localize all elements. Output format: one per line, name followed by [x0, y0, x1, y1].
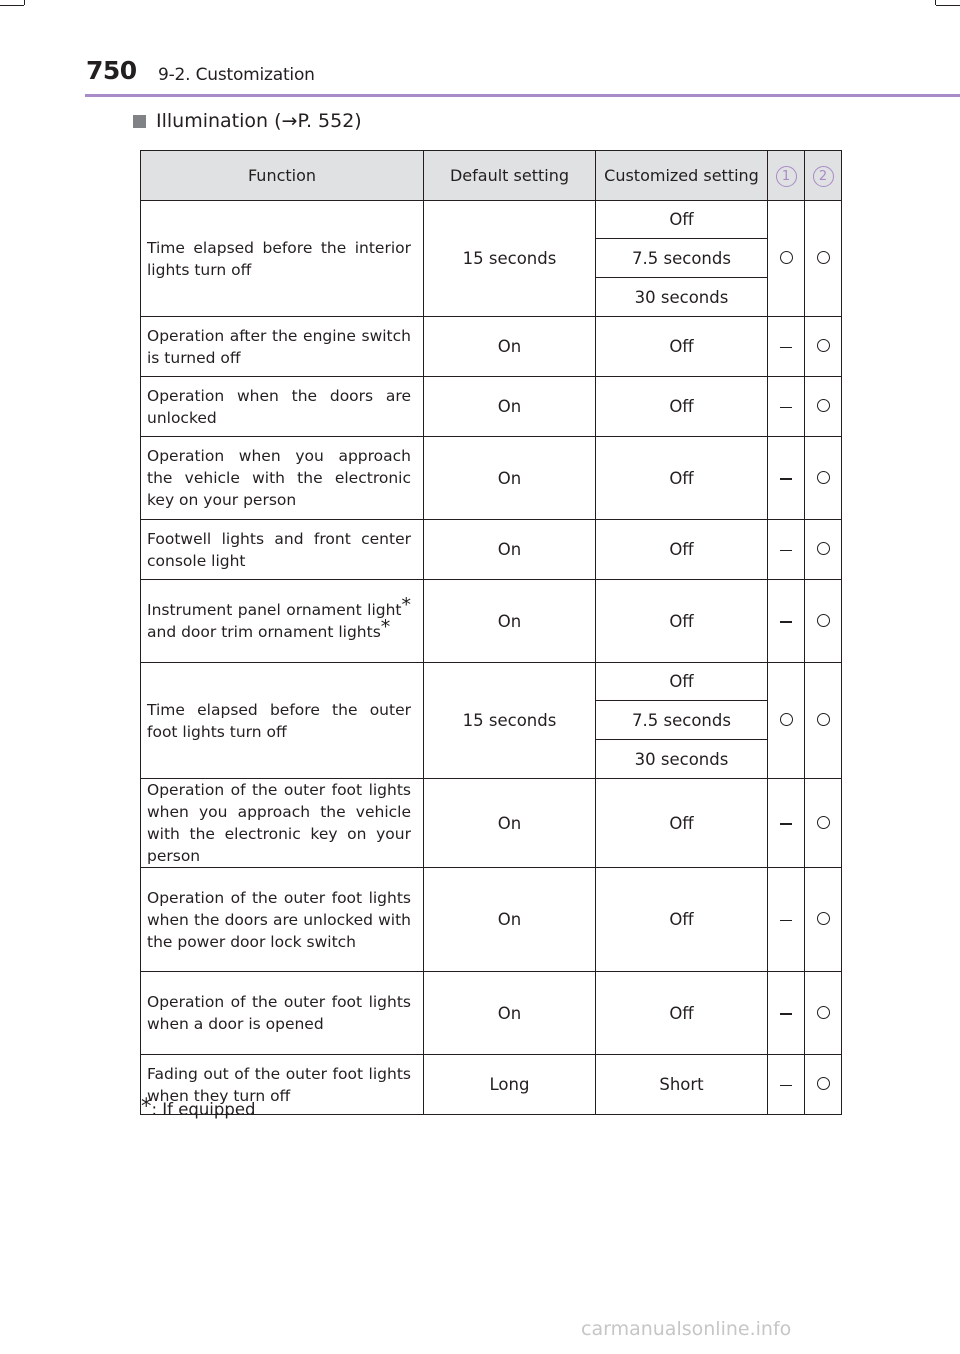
mark-cell: [805, 580, 842, 663]
mark-cell: [768, 868, 805, 972]
function-cell: Operation of the outer foot lights when a door is opened: [141, 972, 424, 1055]
function-cell: Operation when the doors are unlocked: [141, 377, 424, 437]
function-text: Instrument panel ornament light: [147, 601, 402, 619]
dash-icon: [780, 621, 792, 623]
mark-cell: [805, 520, 842, 580]
table-row: [141, 663, 842, 701]
mark-cell: [768, 580, 805, 663]
circle-icon: [817, 912, 830, 925]
custom-option-cell: Off: [596, 377, 768, 437]
custom-option-cell: Off: [596, 520, 768, 580]
mark-cell: [768, 779, 805, 868]
header-divider: [85, 94, 960, 97]
mark-cell: [805, 663, 842, 779]
default-cell: On: [424, 972, 596, 1055]
default-cell: Long: [424, 1055, 596, 1115]
mark-cell: [805, 972, 842, 1055]
mark-cell: [805, 437, 842, 520]
section-heading: [133, 110, 362, 132]
heading-text: Illumination (→P. 552): [156, 110, 362, 132]
custom-option-cell: Short: [596, 1055, 768, 1115]
mark-cell: [768, 972, 805, 1055]
column-header-default: Default setting: [424, 151, 596, 201]
table-row: [141, 317, 842, 377]
circle-icon: [817, 471, 830, 484]
function-cell: Time elapsed before the interior lights turn off: [141, 201, 424, 317]
default-cell: 15 seconds: [424, 201, 596, 317]
page-header: [0, 0, 960, 100]
table-header-row: [141, 151, 842, 201]
custom-option-cell: Off: [596, 437, 768, 520]
default-cell: On: [424, 317, 596, 377]
table-row: [141, 868, 842, 972]
number-2-icon: 2: [813, 166, 834, 187]
circle-icon: [817, 1006, 830, 1019]
mark-cell: [768, 317, 805, 377]
custom-option-cell: Off: [596, 972, 768, 1055]
custom-option-cell: Off: [596, 663, 768, 701]
default-cell: On: [424, 580, 596, 663]
mark-cell: [805, 868, 842, 972]
mark-cell: [805, 377, 842, 437]
mark-cell: [768, 520, 805, 580]
footnote-asterisk: *: [141, 1094, 152, 1118]
function-cell: Time elapsed before the outer foot lights turn off: [141, 663, 424, 779]
mark-cell: [768, 201, 805, 317]
custom-option-cell: Off: [596, 580, 768, 663]
square-bullet-icon: [133, 115, 146, 128]
circle-icon: [817, 251, 830, 264]
custom-option-cell: Off: [596, 317, 768, 377]
column-header-1: [768, 151, 805, 201]
section-title: 9-2. Customization: [158, 65, 315, 85]
number-1-icon: 1: [776, 166, 797, 187]
dash-icon: [780, 478, 792, 480]
asterisk-mark: *: [401, 594, 411, 616]
custom-option-cell: 7.5 seconds: [596, 701, 768, 740]
table-row: [141, 437, 842, 520]
mark-cell: [805, 1055, 842, 1115]
function-cell: Operation after the engine switch is turned off: [141, 317, 424, 377]
mark-cell: [805, 317, 842, 377]
asterisk-mark: *: [380, 616, 391, 638]
custom-option-cell: 30 seconds: [596, 278, 768, 317]
table-row: [141, 377, 842, 437]
default-cell: On: [424, 779, 596, 868]
custom-option-cell: Off: [596, 201, 768, 239]
watermark: carmanualsonline.info: [581, 1318, 792, 1340]
mark-cell: [768, 1055, 805, 1115]
function-cell: Footwell lights and front center console light: [141, 520, 424, 580]
default-cell: On: [424, 868, 596, 972]
function-text: and door trim ornament lights: [147, 623, 381, 641]
circle-icon: [817, 542, 830, 555]
circle-icon: [817, 614, 830, 627]
dash-icon: [780, 407, 792, 409]
table-row: [141, 580, 842, 663]
function-cell: Fading out of the outer foot lights when they turn off: [141, 1055, 424, 1115]
function-cell: [141, 580, 424, 663]
dash-icon: [780, 1013, 792, 1015]
mark-cell: [768, 663, 805, 779]
column-header-function: Function: [141, 151, 424, 201]
circle-icon: [817, 339, 830, 352]
circle-icon: [780, 713, 793, 726]
default-cell: On: [424, 377, 596, 437]
dash-icon: [780, 920, 792, 922]
circle-icon: [817, 816, 830, 829]
function-cell: Operation of the outer foot lights when the doors are unlocked with the power door lock switch: [141, 868, 424, 972]
table-row: [141, 779, 842, 868]
mark-cell: [805, 779, 842, 868]
default-cell: On: [424, 437, 596, 520]
column-header-customized: Customized setting: [596, 151, 768, 201]
circle-icon: [817, 399, 830, 412]
page-number: 750: [86, 56, 137, 85]
custom-option-cell: 30 seconds: [596, 740, 768, 779]
dash-icon: [780, 1085, 792, 1087]
table-row: [141, 201, 842, 239]
table-row: [141, 520, 842, 580]
custom-option-cell: Off: [596, 868, 768, 972]
dash-icon: [780, 550, 792, 552]
column-header-2: [805, 151, 842, 201]
mark-cell: [768, 437, 805, 520]
settings-table: [140, 150, 842, 1115]
mark-cell: [805, 201, 842, 317]
function-cell: Operation when you approach the vehicle with the electronic key on your person: [141, 437, 424, 520]
dash-icon: [780, 823, 792, 825]
default-cell: On: [424, 520, 596, 580]
circle-icon: [817, 1077, 830, 1090]
circle-icon: [780, 251, 793, 264]
circle-icon: [817, 713, 830, 726]
custom-option-cell: 7.5 seconds: [596, 239, 768, 278]
dash-icon: [780, 347, 792, 349]
default-cell: 15 seconds: [424, 663, 596, 779]
function-cell: Operation of the outer foot lights when you approach the vehicle with the electronic key on your person: [141, 779, 424, 868]
footnote: [141, 1094, 256, 1119]
table-row: [141, 972, 842, 1055]
mark-cell: [768, 377, 805, 437]
custom-option-cell: Off: [596, 779, 768, 868]
footnote-text: : If equipped: [151, 1100, 256, 1119]
